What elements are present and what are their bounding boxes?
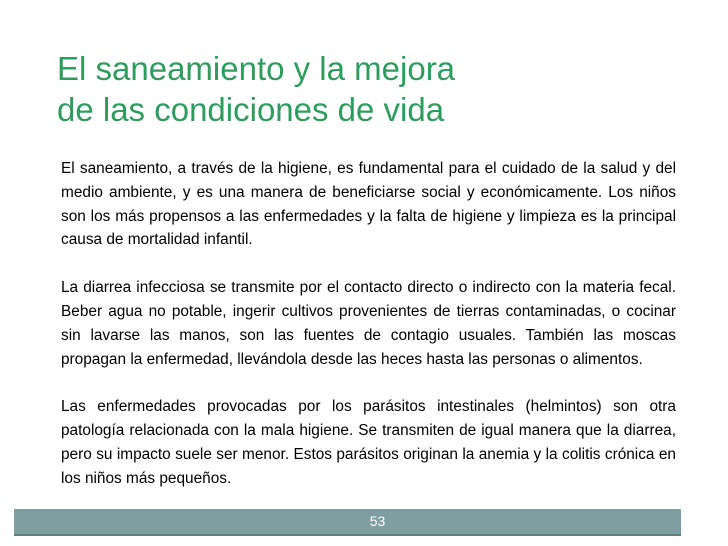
paragraph-parasites: Las enfermedades provocadas por los parásitos intestinales (helmintos) son otra patología relacionada con la mala higiene. Se transmiten de igual manera que la diarrea, pero su impacto suele ser menor. Estos parásitos originan la anemia y la colitis crónica en los niños más pequeños. xyxy=(61,398,676,487)
slide-title-line-2: de las condiciones de vida xyxy=(57,91,445,128)
slide-title-line-1: El saneamiento y la mejora xyxy=(57,50,456,87)
slide-title xyxy=(57,48,677,130)
footer-bar xyxy=(14,509,681,536)
paragraph-diarrhea: La diarrea infecciosa se transmite por el contacto directo o indirecto con la materia fecal. Beber agua no potable, ingerir cultivos provenientes de tierras contaminadas, o cocinar sin lavarse las manos, son las fuentes de contagio usuales. También las moscas propagan la enfermedad, llevándola desde las heces hasta las personas o alimentos. xyxy=(61,279,676,368)
paragraph-sanitation: El saneamiento, a través de la higiene, es fundamental para el cuidado de la salud y del medio ambiente, y es una manera de beneficiarse social y económicamente. Los niños son los más propensos a las enfermedades y la falta de higiene y limpieza es la principal causa de mortalidad infantil. xyxy=(61,160,676,249)
slide-body xyxy=(61,157,676,515)
page-number: 53 xyxy=(369,513,386,529)
